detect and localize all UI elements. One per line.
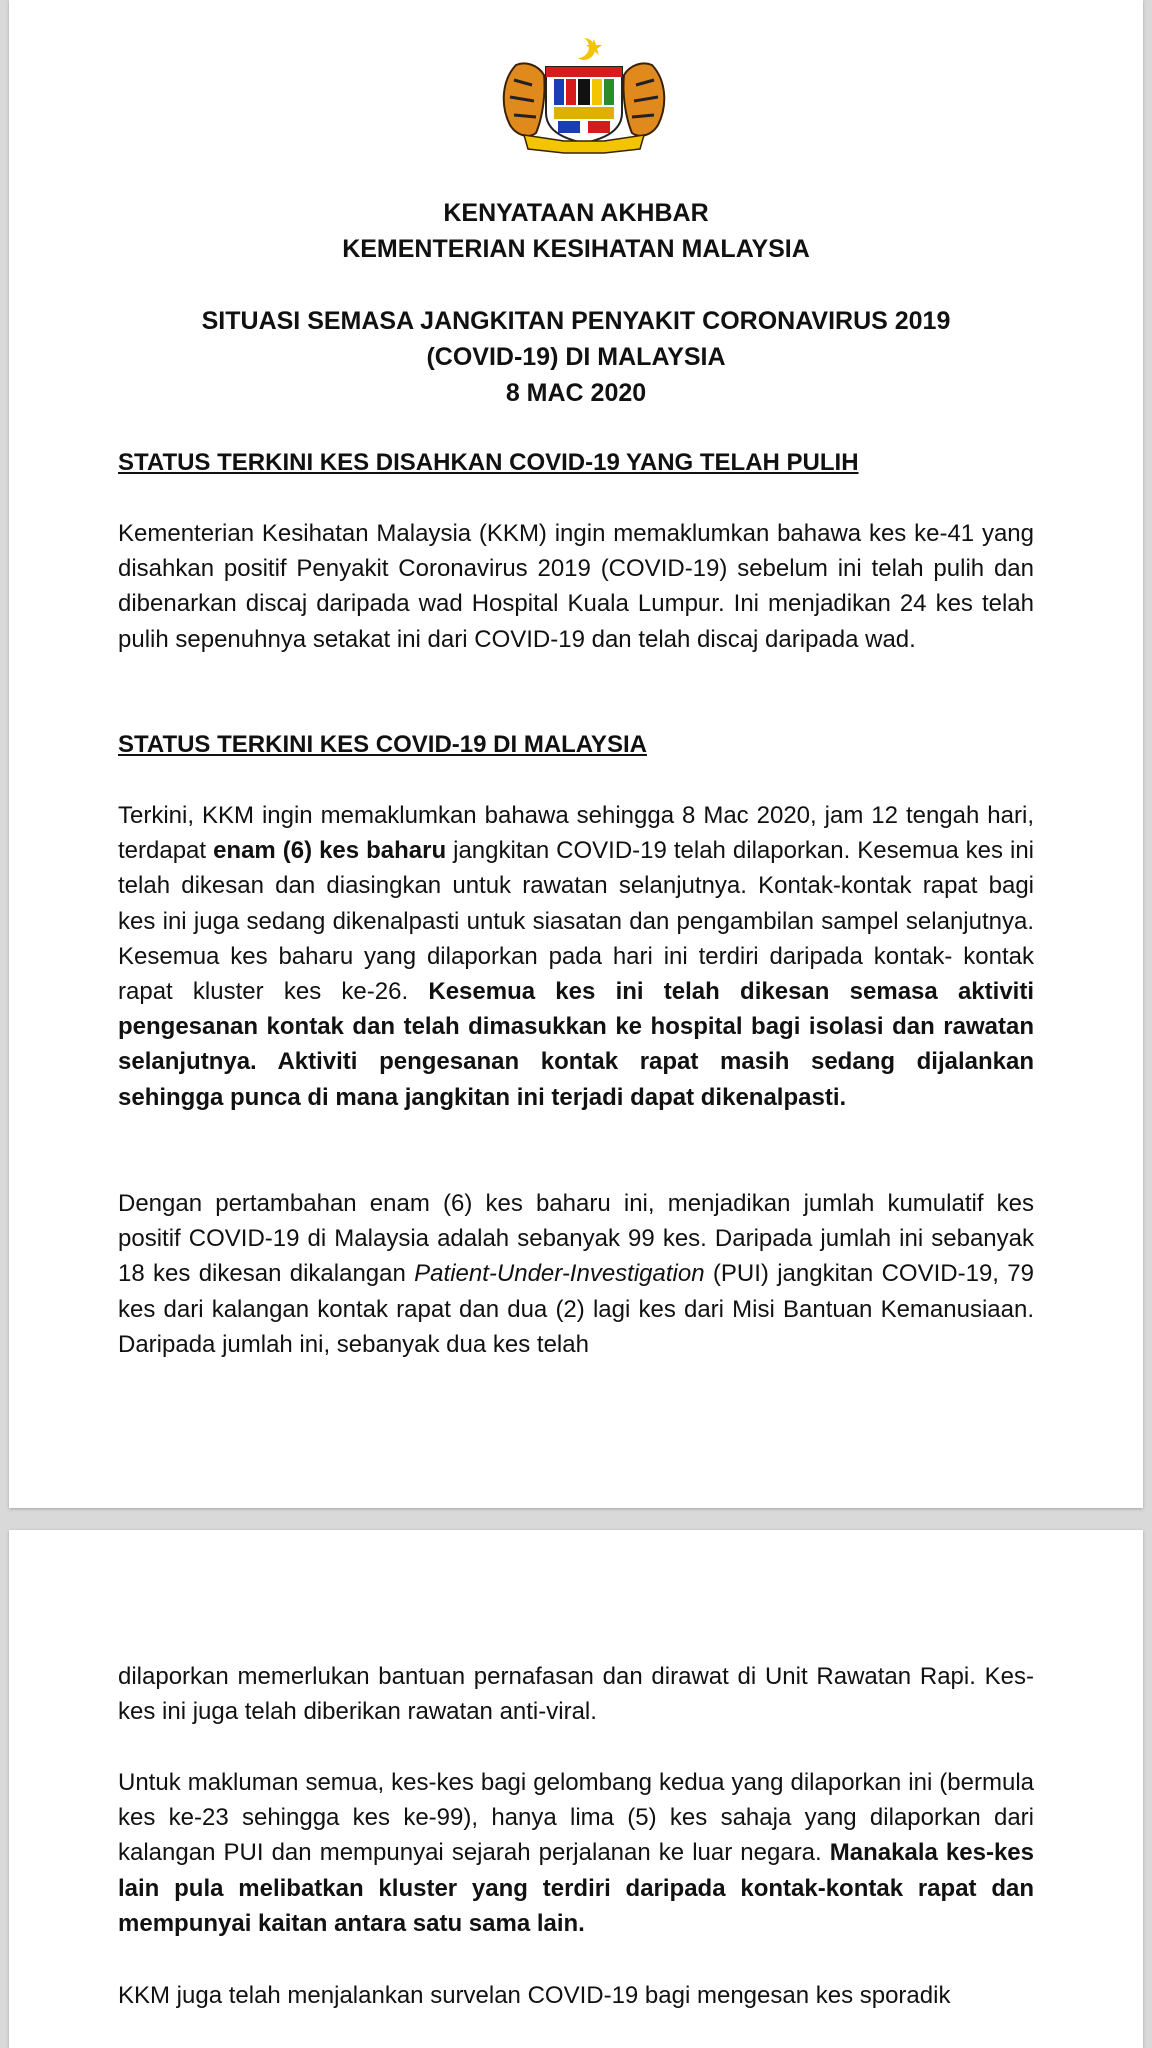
document-page-1 [9, 0, 1143, 1508]
text-run: Dengan pertambahan enam (6) kes baharu ini, menjadikan jumlah kumulatif kes positif COVID-19 di Malaysia adalah sebanyak 99 kes. Daripada jumlah ini sebanyak 18 kes dikesan dikalangan [118, 1190, 1034, 1288]
press-release-label: KENYATAAN AKHBAR [443, 199, 709, 227]
ministry-name: KEMENTERIAN KESIHATAN MALAYSIA [342, 235, 810, 263]
paragraph-cumulative-cases [118, 1186, 1034, 1362]
bold-new-cases-count: enam (6) kes baharu [213, 837, 447, 865]
paragraph-surveillance: KKM juga telah menjalankan survelan COVID-19 bagi mengesan kes sporadik [118, 1982, 951, 2009]
document-date: 8 MAC 2020 [505, 379, 647, 407]
paragraph-icu-cases: dilaporkan memerlukan bantuan pernafasan dan dirawat di Unit Rawatan Rapi. Kes-kes ini juga telah diberikan rawatan anti-viral. [118, 1663, 1034, 1726]
text-run: (PUI) jangkitan COVID-19, 79 kes dari kalangan kontak rapat dan dua (2) lagi kes dari Misi Bantuan Kemanusiaan. Daripada jumlah ini, sebanyak dua kes telah [118, 1260, 1034, 1358]
section-heading-current-status: STATUS TERKINI KES COVID-19 DI MALAYSIA [118, 731, 647, 758]
paragraph-new-cases [118, 798, 1034, 1115]
paragraph-second-wave [118, 1765, 1034, 1941]
text-run: Terkini, KKM ingin memaklumkan bahawa sehingga 8 Mac 2020, jam 12 tengah hari, terdapat [118, 802, 1034, 865]
malaysia-coat-of-arms-icon [494, 35, 674, 160]
italic-pui-term: Patient-Under-Investigation [414, 1260, 705, 1288]
bold-contact-tracing-statement: Kesemua kes ini telah dikesan semasa aktiviti pengesanan kontak dan telah dimasukkan ke hospital bagi isolasi dan rawatan selanjutnya. Aktiviti pengesanan kontak rapat masih sedang dijalankan sehingga punca di mana jangkitan ini terjadi dapat dikenalpasti. [118, 978, 1034, 1111]
text-run: Untuk makluman semua, kes-kes bagi gelombang kedua yang dilaporkan ini (bermula kes ke-23 sehingga kes ke-99), hanya lima (5) kes sahaja yang dilaporkan dari kalangan PUI dan mempunyai sejarah perjalanan ke luar negara. [118, 1769, 1034, 1867]
section-heading-recovered: STATUS TERKINI KES DISAHKAN COVID-19 YANG TELAH PULIH [118, 449, 859, 476]
text-run: jangkitan COVID-19 telah dilaporkan. Kesemua kes ini telah dikesan dan diasingkan untuk rawatan selanjutnya. Kontak-kontak rapat bagi kes ini juga sedang dikenalpasti untuk siasatan dan pengambilan sampel selanjutnya. Kesemua kes baharu yang dilaporkan pada hari ini terdiri daripada kontak- kontak rapat kluster kes ke-26. [118, 837, 1035, 1006]
document-title-line-2: (COVID-19) DI MALAYSIA [426, 343, 726, 371]
document-page-2 [9, 1530, 1143, 2048]
paragraph-recovered-cases: Kementerian Kesihatan Malaysia (KKM) ingin memaklumkan bahawa kes ke-41 yang disahkan positif Penyakit Coronavirus 2019 (COVID-19) sebelum ini telah pulih dan dibenarkan discaj daripada wad Hospital Kuala Lumpur. Ini menjadikan 24 kes telah pulih sepenuhnya setakat ini dari COVID-19 dan telah discaj daripada wad. [118, 520, 1034, 653]
bold-cluster-statement: Manakala kes-kes lain pula melibatkan kluster yang terdiri daripada kontak-kontak rapat dan mempunyai kaitan antara satu sama lain. [118, 1839, 1034, 1937]
document-title-line-1: SITUASI SEMASA JANGKITAN PENYAKIT CORONAVIRUS 2019 [201, 307, 951, 335]
